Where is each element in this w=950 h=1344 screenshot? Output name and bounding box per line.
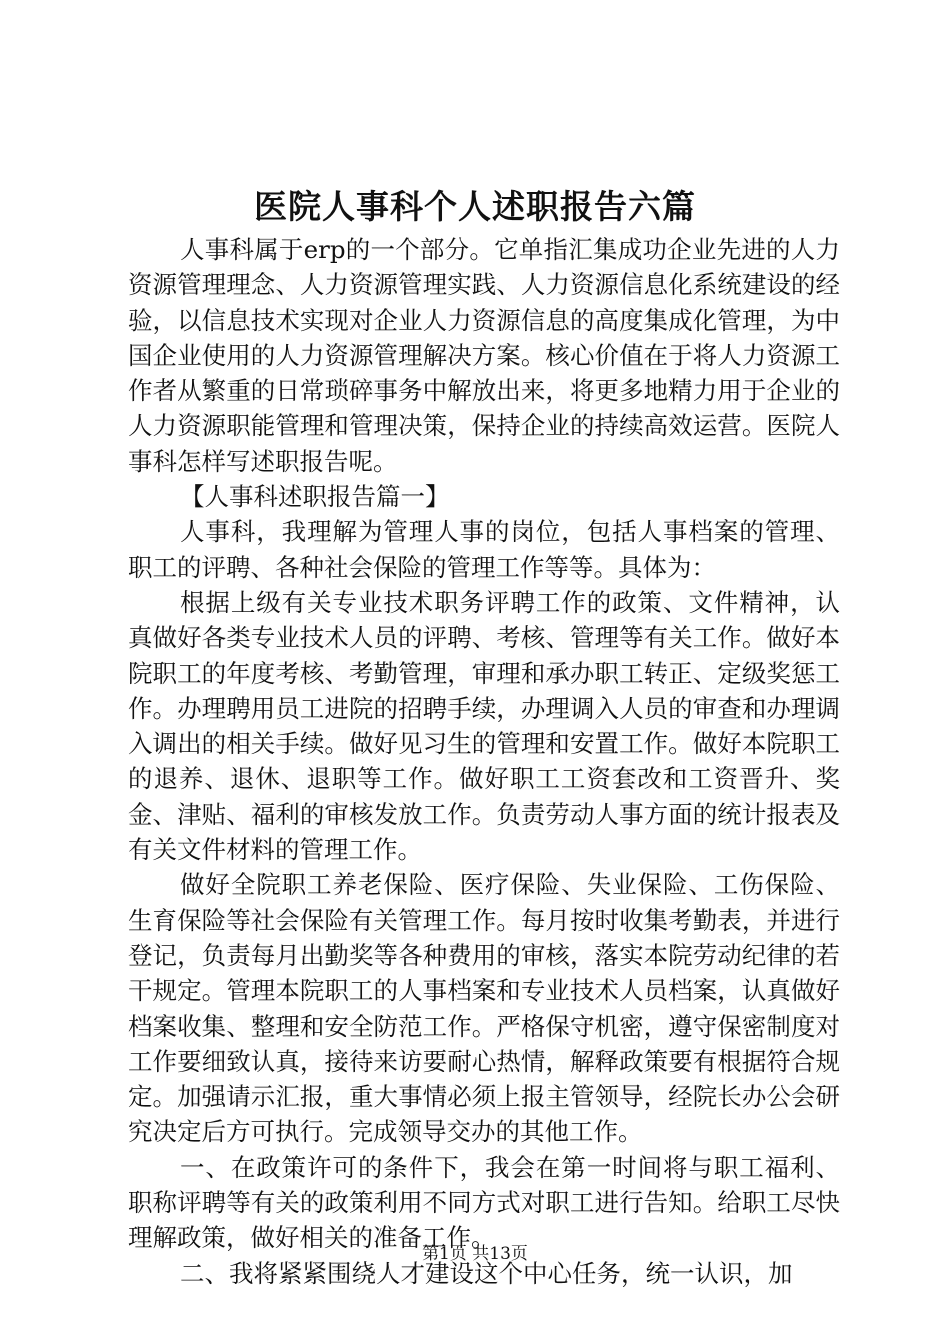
paragraph-intro: 人事科属于erp的一个部分。它单指汇集成功企业先进的人力资源管理理念、人力资源管理实践、人力资源信息化系统建设的经验，以信息技术实现对企业人力资源信息的高度集成化管理，为中国企业使用的人力资源管理解决方案。核心价值在于将人力资源工作者从繁重的日常琐碎事务中解放出来，将更多地精力用于企业的人力资源职能管理和管理决策，保持企业的持续高效运营。医院人事科怎样写述职报告呢。 — [128, 235, 840, 476]
page-number-footer: 第1页 共13页 — [422, 1244, 528, 1264]
paragraph: 人事科，我理解为管理人事的岗位，包括人事档案的管理、职工的评聘、各种社会保险的管理工作等等。具体为： — [128, 517, 840, 582]
paragraph: 一、在政策许可的条件下，我会在第一时间将与职工福利、职称评聘等有关的政策利用不同方式对职工进行告知。给职工尽快理解政策，做好相关的准备工作。 — [128, 1152, 840, 1253]
paragraph: 做好全院职工养老保险、医疗保险、失业保险、工伤保险、生育保险等社会保险有关管理工作。每月按时收集考勤表，并进行登记，负责每月出勤奖等各种费用的审核，落实本院劳动纪律的若干规定。管理本院职工的人事档案和专业技术人员档案，认真做好档案收集、整理和安全防范工作。严格保守机密，遵守保密制度对工作要细致认真，接待来访要耐心热情，解释政策要有根据符合规定。加强请示汇报，重大事情必须上报主管领导，经院长办公会研究决定后方可执行。完成领导交办的其他工作。 — [128, 870, 840, 1147]
document-body — [128, 232, 840, 1291]
paragraph: 二、我将紧紧围绕人才建设这个中心任务，统一认识，加 — [180, 1258, 793, 1288]
paragraph: 根据上级有关专业技术职务评聘工作的政策、文件精神，认真做好各类专业技术人员的评聘、考核、管理等有关工作。做好本院职工的年度考核、考勤管理，审理和承办职工转正、定级奖惩工作。办理聘用员工进院的招聘手续，办理调入人员的审查和办理调入调出的相关手续。做好见习生的管理和安置工作。做好本院职工的退养、退休、退职等工作。做好职工工资套改和工资晋升、奖金、津贴、福利的审核发放工作。负责劳动人事方面的统计报表及有关文件材料的管理工作。 — [128, 587, 840, 865]
section-heading: 【人事科述职报告篇一】 — [180, 482, 450, 512]
document-title: 医院人事科个人述职报告六篇 — [254, 187, 696, 226]
